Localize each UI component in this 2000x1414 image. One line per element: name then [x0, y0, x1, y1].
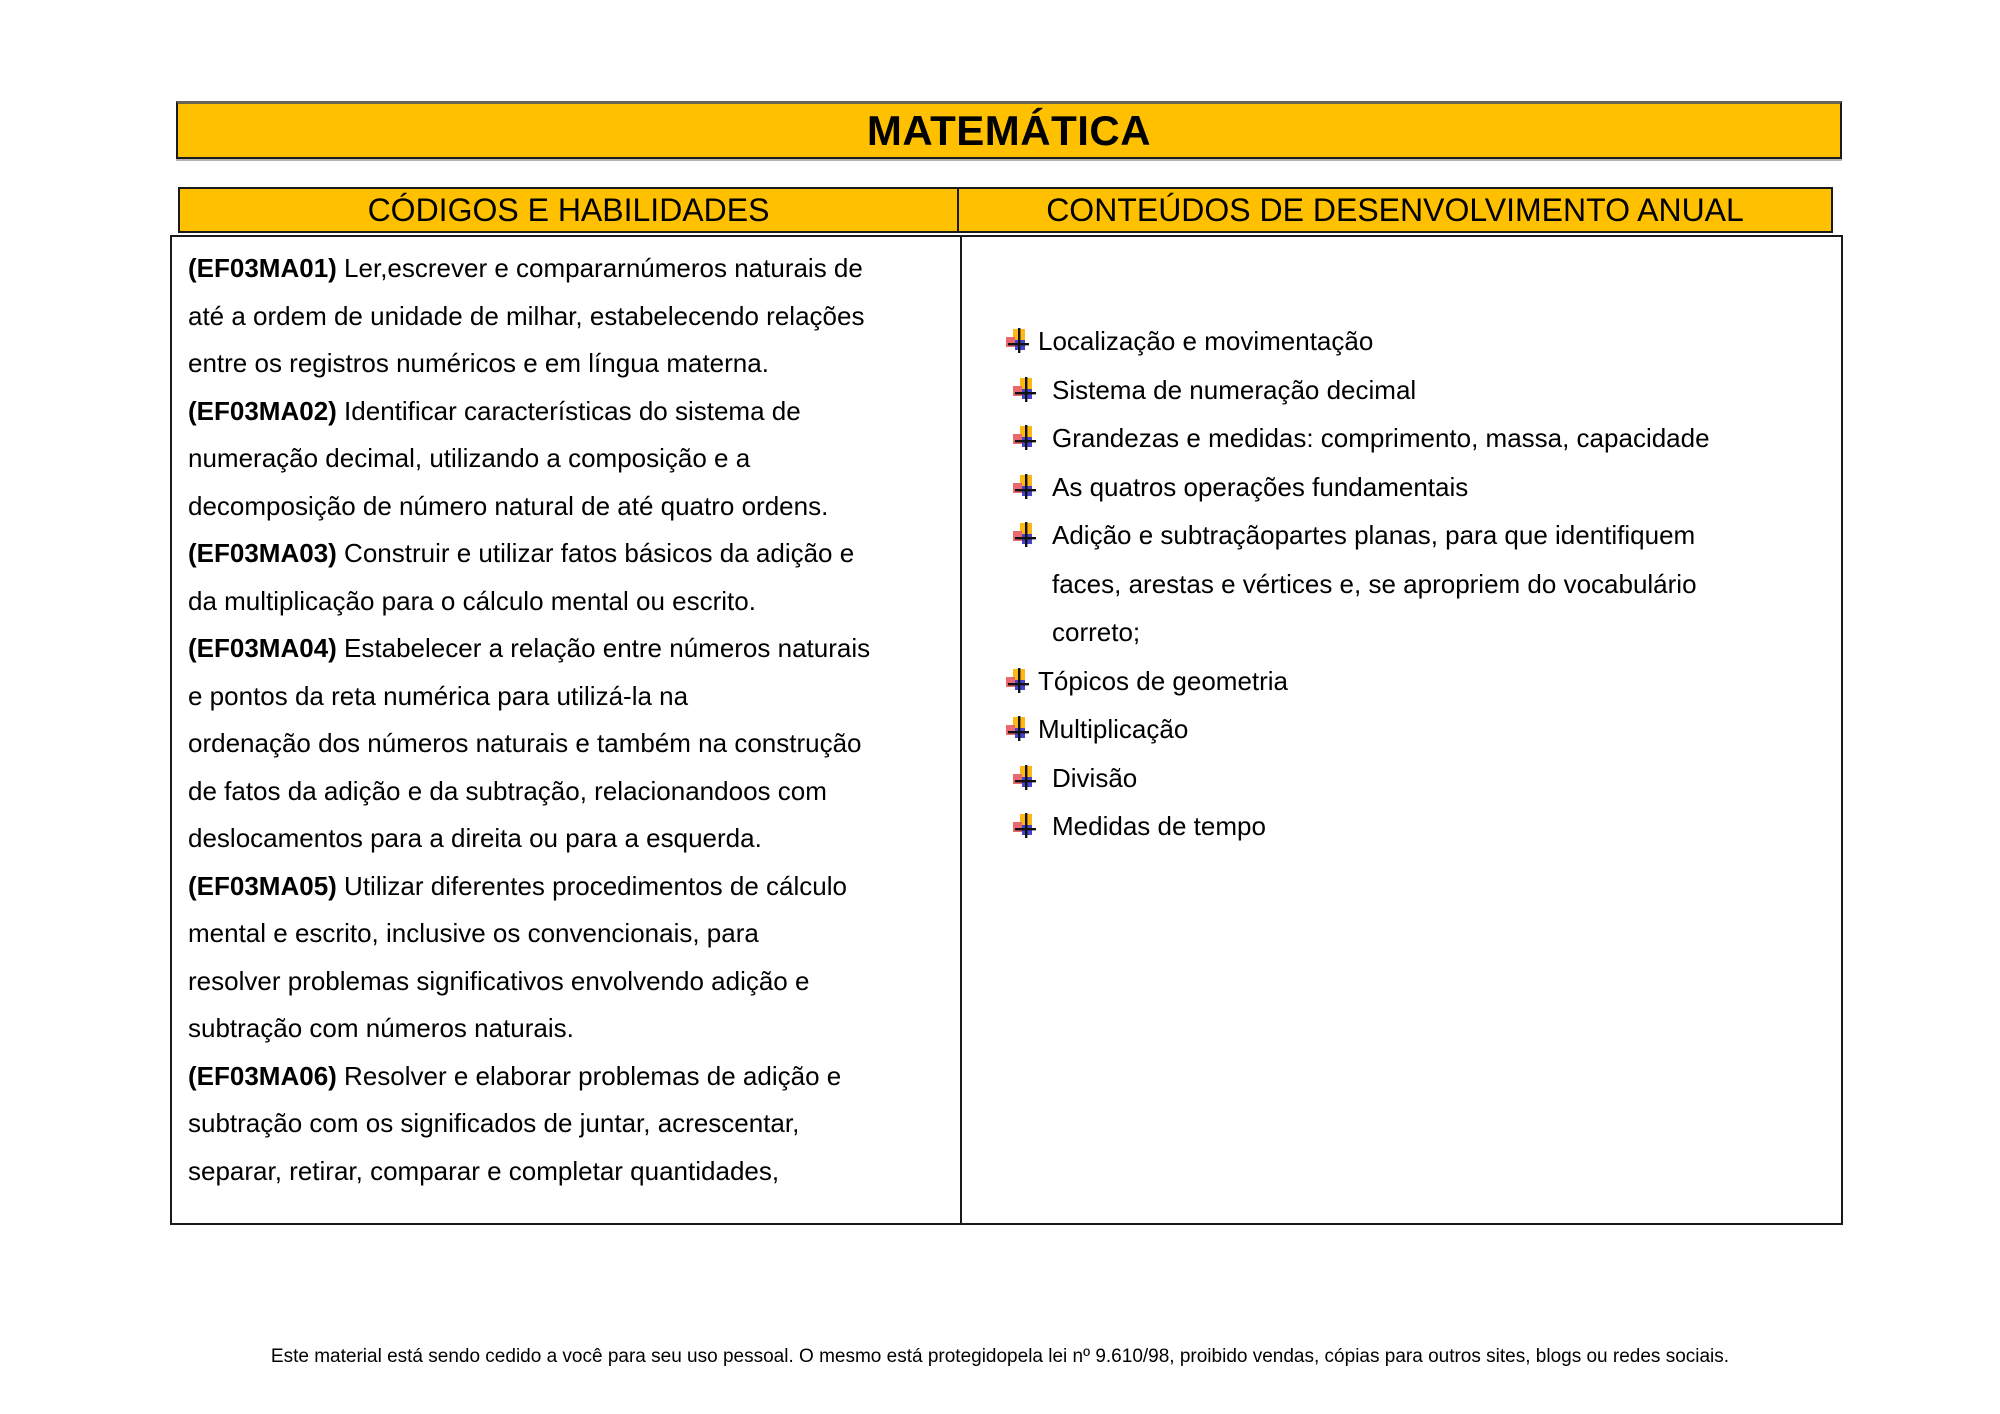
content-item-text: Tópicos de geometria	[1038, 665, 1289, 696]
content-item-text: Localização e movimentação	[1038, 326, 1374, 356]
page-title: MATEMÁTICA	[866, 106, 1152, 154]
contents-column	[1004, 317, 1764, 851]
content-list-item	[1004, 317, 1764, 366]
skill-line: e pontos da reta numérica para utilizá-la na	[188, 680, 689, 711]
content-list-item	[1004, 463, 1764, 512]
content-item-text: As quatros operações fundamentais	[1052, 471, 1469, 502]
skill-line: mental e escrito, inclusive os convencionais, para	[188, 918, 759, 948]
content-item-text: Medidas de tempo	[1052, 811, 1266, 841]
content-item-text: Divisão	[1052, 762, 1138, 793]
skill-code: (EF03MA02)	[188, 395, 345, 426]
column-header-label: CONTEÚDOS DE DESENVOLVIMENTO ANUAL	[1046, 191, 1744, 228]
content-item-text: Adição e subtraçãopartes planas, para que identifiquem faces, arestas e vértices e, se apropriem do vocabulário correto;	[1052, 520, 1697, 647]
tack-bullet-icon	[1004, 716, 1031, 743]
copyright-footer: Este material está sendo cedido a você para seu uso pessoal. O mesmo está protegidopela lei nº 9.610/98, proibido vendas, cópias para outros sites, blogs ou redes sociais.	[270, 1346, 1730, 1367]
tack-bullet-icon	[1011, 425, 1038, 452]
skill-code: (EF03MA06)	[188, 1060, 345, 1091]
skill-line: deslocamentos para a direita ou para a esquerda.	[188, 823, 762, 853]
skill-line: (EF03MA01) Ler,escrever e compararnúmeros naturais de	[188, 253, 863, 283]
skill-line: resolver problemas significativos envolvendo adição e	[188, 965, 810, 996]
skill-code: (EF03MA04)	[188, 633, 345, 663]
column-divider	[960, 237, 962, 1223]
tack-bullet-icon	[1011, 522, 1038, 549]
skill-line: de fatos da adição e da subtração, relacionandoos com	[188, 775, 827, 806]
content-list-item	[1004, 802, 1764, 851]
skill-line: separar, retirar, comparar e completar quantidades,	[188, 1155, 780, 1186]
skill-line: (EF03MA03) Construir e utilizar fatos básicos da adição e	[188, 538, 855, 568]
skill-line: até a ordem de unidade de milhar, estabelecendo relações	[188, 300, 865, 331]
subject-title-banner	[176, 101, 1842, 159]
tack-bullet-icon	[1004, 668, 1031, 695]
skill-code: (EF03MA01)	[188, 253, 345, 283]
content-item-text: Multiplicação	[1038, 714, 1189, 744]
skill-code: (EF03MA05)	[188, 870, 345, 901]
tack-bullet-icon	[1011, 813, 1038, 840]
skill-line: (EF03MA02) Identificar características do sistema de	[188, 395, 801, 426]
content-item-text: Grandezas e medidas: comprimento, massa, capacidade	[1052, 423, 1710, 453]
skill-line: (EF03MA05) Utilizar diferentes procedimentos de cálculo	[188, 870, 847, 901]
tack-bullet-icon	[1004, 328, 1031, 355]
skill-line: entre os registros numéricos e em língua materna.	[188, 348, 769, 378]
column-header-codigos-habilidades	[180, 189, 959, 231]
skills-column	[188, 245, 960, 1195]
skill-line: (EF03MA06) Resolver e elaborar problemas de adição e	[188, 1060, 842, 1091]
skill-line: (EF03MA04) Estabelecer a relação entre números naturais	[188, 633, 871, 663]
skill-line: subtração com números naturais.	[188, 1013, 574, 1043]
content-list-item	[1004, 414, 1764, 463]
content-list-item	[1004, 705, 1764, 754]
content-list-item	[1004, 366, 1764, 415]
content-list-item	[1004, 754, 1764, 803]
tack-bullet-icon	[1011, 474, 1038, 501]
tack-bullet-icon	[1011, 377, 1038, 404]
content-list-item	[1004, 511, 1764, 657]
column-header-label: CÓDIGOS E HABILIDADES	[367, 191, 770, 228]
skill-code: (EF03MA03)	[188, 538, 345, 568]
skill-line: da multiplicação para o cálculo mental ou escrito.	[188, 585, 756, 616]
skill-line: subtração com os significados de juntar, acrescentar,	[188, 1108, 800, 1138]
table-body	[170, 235, 1843, 1225]
skill-line: decomposição de número natural de até quatro ordens.	[188, 490, 829, 521]
tack-bullet-icon	[1011, 765, 1038, 792]
skill-line: numeração decimal, utilizando a composição e a	[188, 443, 751, 473]
content-list-item	[1004, 657, 1764, 706]
table-header-row	[178, 187, 1833, 233]
column-header-conteudos-anual	[959, 189, 1831, 231]
skill-line: ordenação dos números naturais e também na construção	[188, 728, 862, 758]
content-item-text: Sistema de numeração decimal	[1052, 374, 1417, 405]
